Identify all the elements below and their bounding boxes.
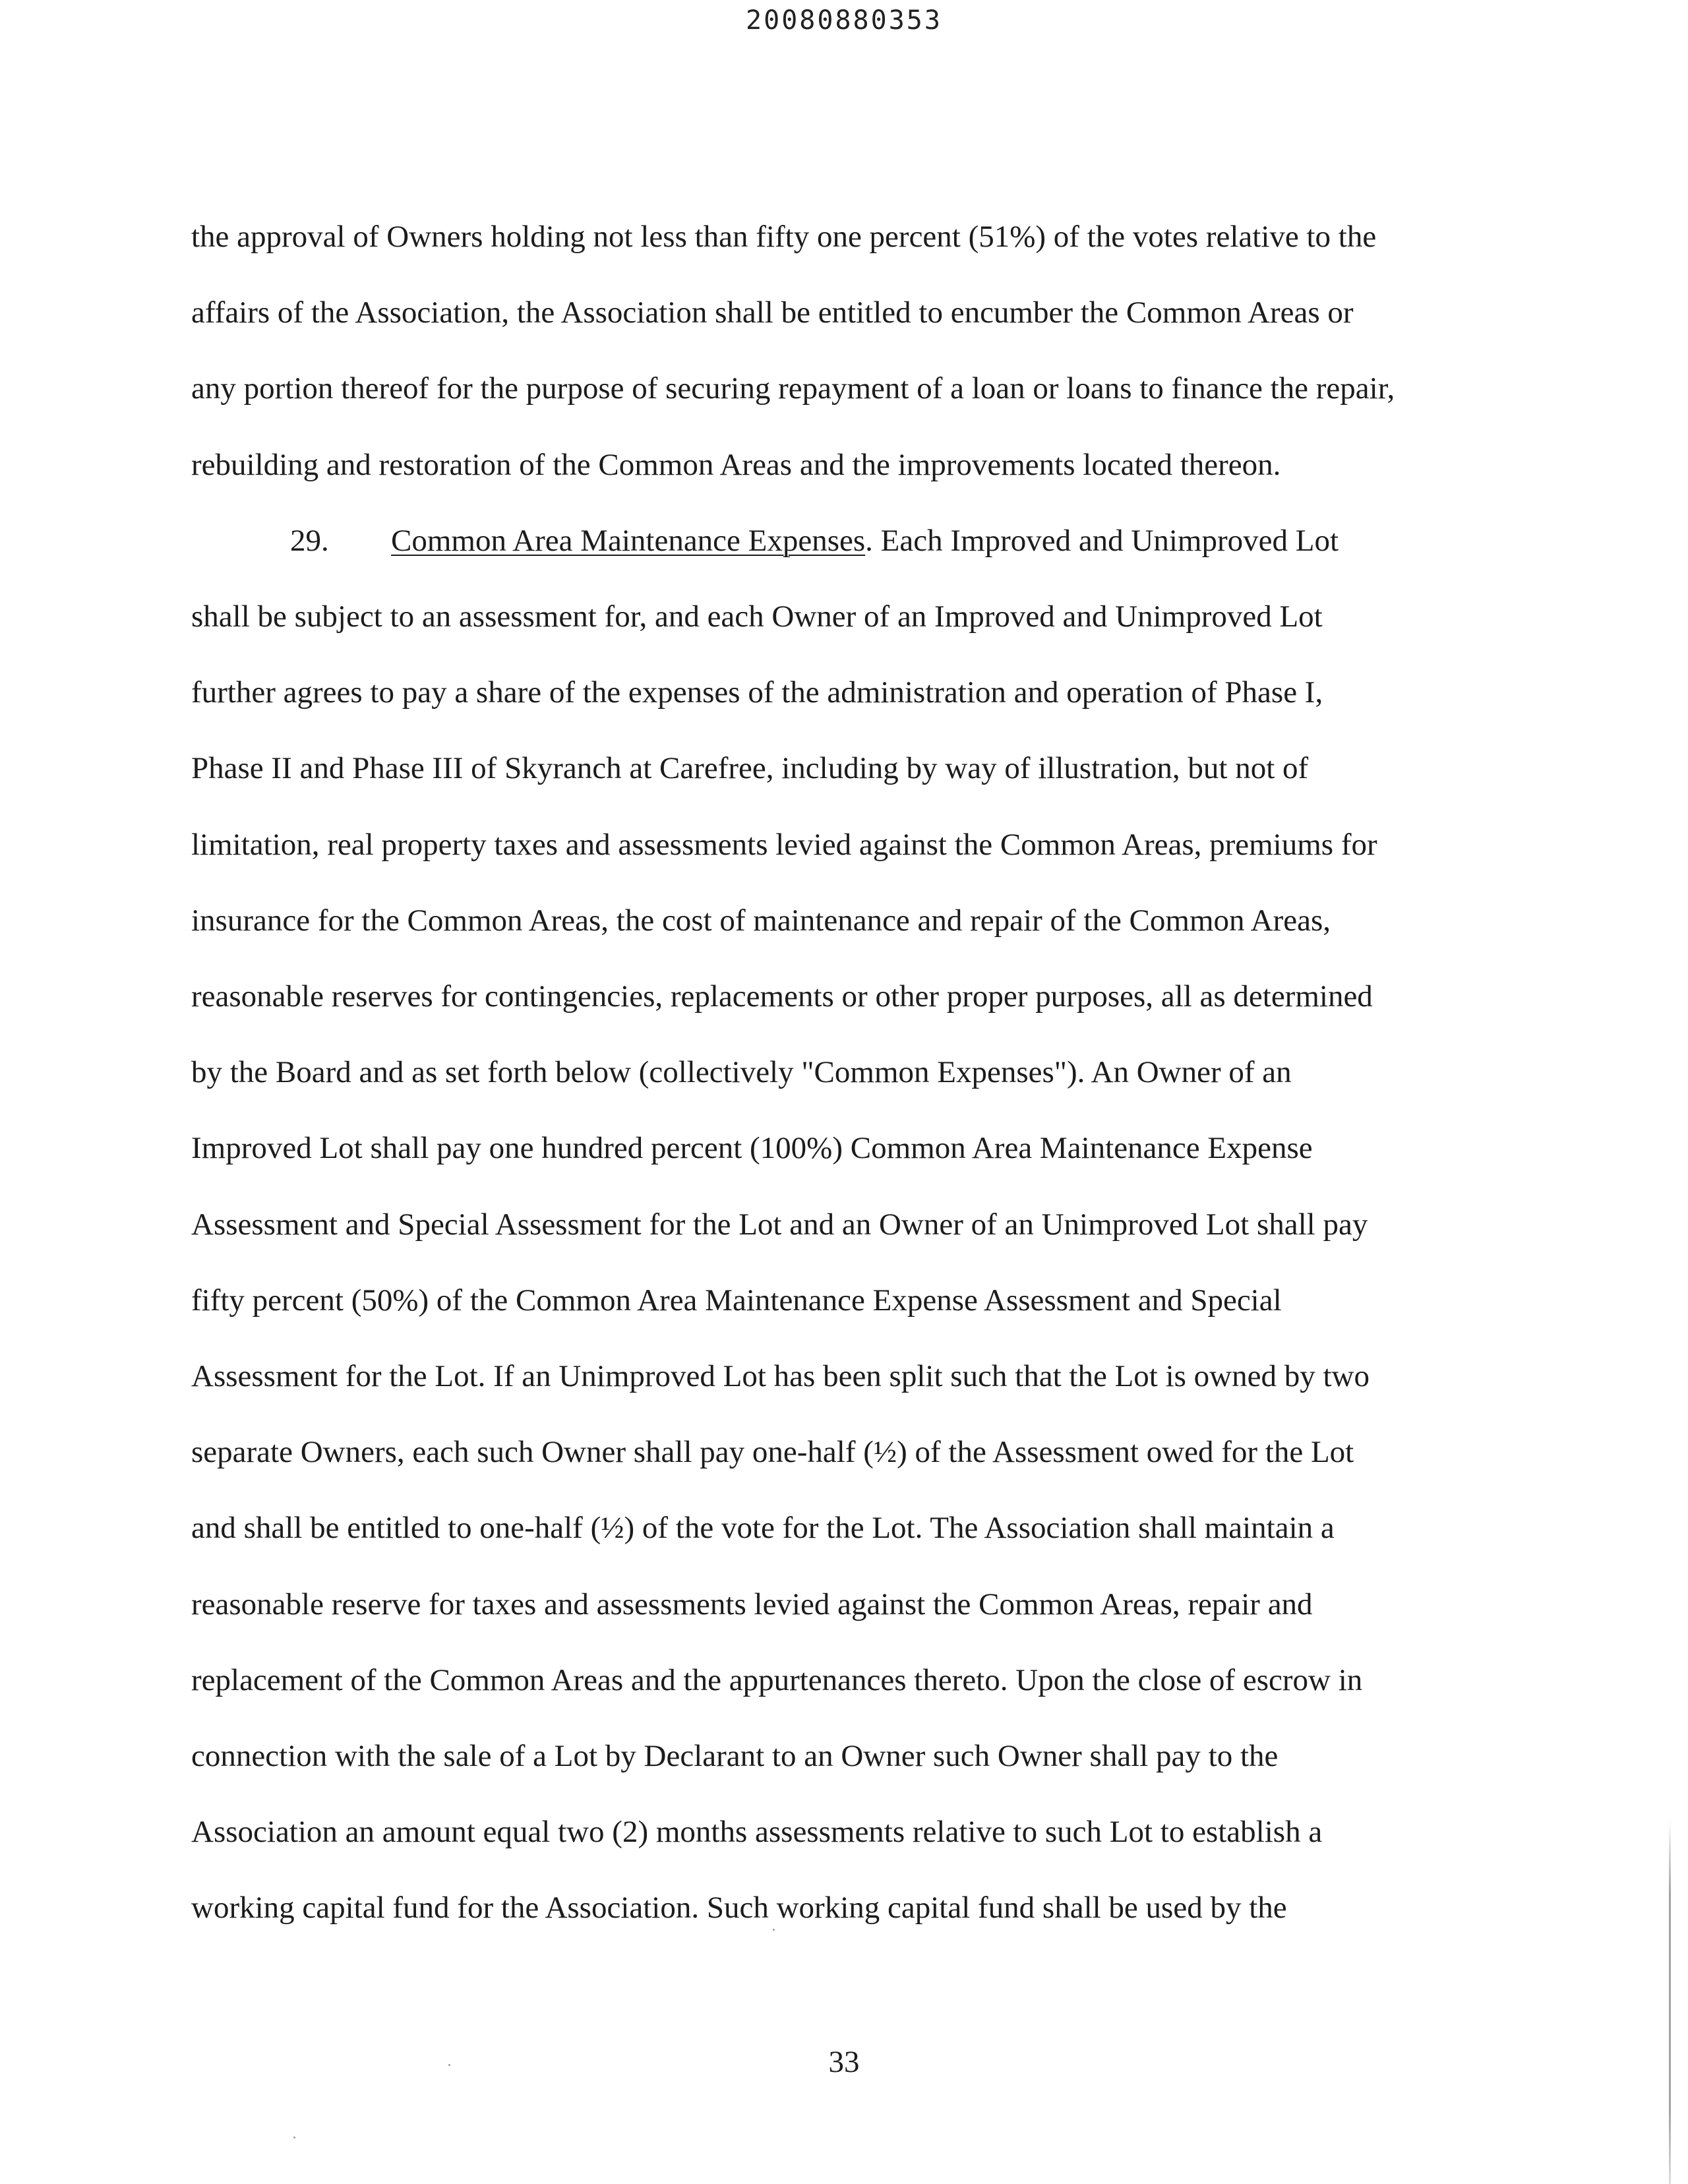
scan-speck xyxy=(293,2137,295,2138)
body-line: and shall be entitled to one-half (½) of the vote for the Lot. The Association shall maintain a xyxy=(191,1511,1335,1546)
body-line: separate Owners, each such Owner shall pay one-half (½) of the Assessment owed for the Lot xyxy=(191,1435,1354,1470)
body-line: reasonable reserves for contingencies, replacements or other proper purposes, all as determined xyxy=(191,979,1373,1014)
document-number: 20080880353 xyxy=(746,5,942,36)
scan-speck xyxy=(448,2064,450,2066)
body-line: reasonable reserve for taxes and assessments levied against the Common Areas, repair and xyxy=(191,1587,1313,1622)
body-line: insurance for the Common Areas, the cost of maintenance and repair of the Common Areas, xyxy=(191,903,1331,938)
body-line: Assessment for the Lot. If an Unimproved Lot has been split such that the Lot is owned by two xyxy=(191,1359,1370,1394)
body-line: by the Board and as set forth below (collectively "Common Expenses"). An Owner of an xyxy=(191,1055,1292,1090)
body-line: affairs of the Association, the Association shall be entitled to encumber the Common Areas or xyxy=(191,295,1354,330)
body-line: connection with the sale of a Lot by Declarant to an Owner such Owner shall pay to the xyxy=(191,1739,1279,1774)
section-title: Common Area Maintenance Expenses xyxy=(391,523,866,558)
body-line: Phase II and Phase III of Skyranch at Carefree, including by way of illustration, but not of xyxy=(191,751,1309,786)
body-line: any portion thereof for the purpose of securing repayment of a loan or loans to finance the repair, xyxy=(191,371,1395,406)
body-line: Assessment and Special Assessment for the Lot and an Owner of an Unimproved Lot shall pay xyxy=(191,1207,1368,1242)
body-line: further agrees to pay a share of the expenses of the administration and operation of Phase I, xyxy=(191,675,1323,710)
scan-speck xyxy=(773,1929,775,1931)
section-lead-text: . Each Improved and Unimproved Lot xyxy=(865,523,1339,558)
body-line: shall be subject to an assessment for, and each Owner of an Improved and Unimproved Lot xyxy=(191,599,1323,634)
document-body xyxy=(191,199,1510,1947)
section-heading-line xyxy=(191,503,1510,579)
section-number: 29. xyxy=(290,523,329,558)
body-line: rebuilding and restoration of the Common Areas and the improvements located thereon. xyxy=(191,447,1281,482)
page-number: 33 xyxy=(828,2045,860,2079)
body-line: Improved Lot shall pay one hundred percent (100%) Common Area Maintenance Expense xyxy=(191,1131,1313,1166)
body-line: the approval of Owners holding not less than fifty one percent (51%) of the votes relative to the xyxy=(191,220,1377,254)
body-line: Association an amount equal two (2) months assessments relative to such Lot to establish a xyxy=(191,1815,1323,1850)
body-line: limitation, real property taxes and assessments levied against the Common Areas, premiums for xyxy=(191,827,1377,862)
body-line: fifty percent (50%) of the Common Area Maintenance Expense Assessment and Special xyxy=(191,1283,1282,1318)
body-line: working capital fund for the Association. Such working capital fund shall be used by the xyxy=(191,1891,1287,1926)
body-line: replacement of the Common Areas and the appurtenances thereto. Upon the close of escrow in xyxy=(191,1662,1363,1697)
scan-edge-artifact xyxy=(1669,1820,1671,2184)
